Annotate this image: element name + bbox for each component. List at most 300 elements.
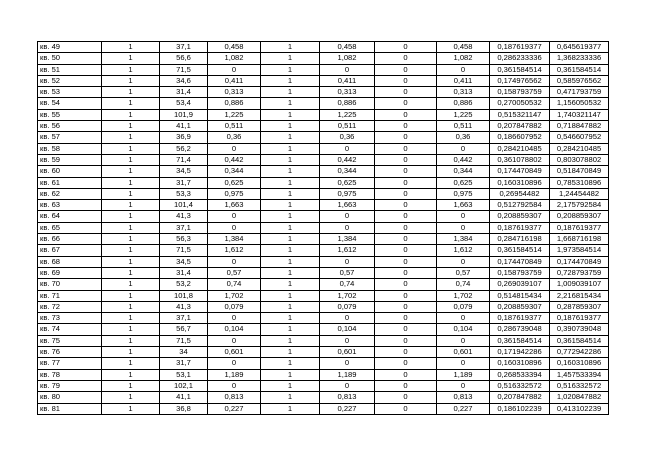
total-cell: 0,287859307 [550, 301, 609, 312]
value-d-cell: 0,160310896 [490, 358, 550, 369]
area-cell: 101,8 [160, 290, 208, 301]
value-a-cell: 0,511 [208, 121, 261, 132]
total-cell: 0,516332572 [550, 380, 609, 391]
table-row [38, 358, 609, 369]
zero-cell: 0 [375, 256, 437, 267]
value-a-cell: 0 [208, 256, 261, 267]
zero-cell: 0 [375, 358, 437, 369]
coef-cell: 1 [261, 369, 320, 380]
value-c-cell: 0 [437, 358, 490, 369]
apartment-cell: кв. 49 [38, 42, 102, 53]
area-cell: 71,5 [160, 245, 208, 256]
total-cell: 1,668716198 [550, 234, 609, 245]
value-b-cell: 1,384 [320, 234, 375, 245]
value-a-cell: 1,702 [208, 290, 261, 301]
coef-cell: 1 [261, 143, 320, 154]
value-c-cell: 1,082 [437, 53, 490, 64]
table-row [38, 154, 609, 165]
total-cell: 0,361584514 [550, 335, 609, 346]
value-a-cell: 0,313 [208, 87, 261, 98]
zero-cell: 0 [375, 98, 437, 109]
area-cell: 56,2 [160, 143, 208, 154]
zero-cell: 0 [375, 211, 437, 222]
value-d-cell: 0,207847882 [490, 121, 550, 132]
value-a-cell: 1,189 [208, 369, 261, 380]
value-a-cell: 0,344 [208, 166, 261, 177]
value-c-cell: 0,813 [437, 392, 490, 403]
count-cell: 1 [102, 132, 160, 143]
table-row [38, 188, 609, 199]
value-a-cell: 0,411 [208, 75, 261, 86]
value-c-cell: 1,663 [437, 200, 490, 211]
value-d-cell: 0,187619377 [490, 313, 550, 324]
zero-cell: 0 [375, 166, 437, 177]
apartment-cell: кв. 77 [38, 358, 102, 369]
table-row [38, 403, 609, 414]
count-cell: 1 [102, 324, 160, 335]
value-c-cell: 0 [437, 335, 490, 346]
value-a-cell: 0 [208, 335, 261, 346]
apartment-cell: кв. 55 [38, 109, 102, 120]
value-b-cell: 0,079 [320, 301, 375, 312]
value-d-cell: 0,26954482 [490, 188, 550, 199]
value-b-cell: 0,442 [320, 154, 375, 165]
apartment-cell: кв. 63 [38, 200, 102, 211]
value-c-cell: 0,411 [437, 75, 490, 86]
value-a-cell: 0,74 [208, 279, 261, 290]
table-row [38, 324, 609, 335]
value-c-cell: 0,227 [437, 403, 490, 414]
value-d-cell: 0,186607952 [490, 132, 550, 143]
value-d-cell: 0,186102239 [490, 403, 550, 414]
value-a-cell: 0 [208, 143, 261, 154]
table-row [38, 313, 609, 324]
area-cell: 37,1 [160, 42, 208, 53]
table-row [38, 245, 609, 256]
total-cell: 1,740321147 [550, 109, 609, 120]
count-cell: 1 [102, 403, 160, 414]
zero-cell: 0 [375, 121, 437, 132]
table-row [38, 222, 609, 233]
area-cell: 101,4 [160, 200, 208, 211]
table-row [38, 392, 609, 403]
zero-cell: 0 [375, 347, 437, 358]
value-d-cell: 0,284210485 [490, 143, 550, 154]
coef-cell: 1 [261, 109, 320, 120]
coef-cell: 1 [261, 347, 320, 358]
zero-cell: 0 [375, 267, 437, 278]
total-cell: 0,284210485 [550, 143, 609, 154]
value-a-cell: 0,975 [208, 188, 261, 199]
total-cell: 2,175792584 [550, 200, 609, 211]
zero-cell: 0 [375, 324, 437, 335]
count-cell: 1 [102, 166, 160, 177]
value-a-cell: 0 [208, 313, 261, 324]
zero-cell: 0 [375, 369, 437, 380]
value-c-cell: 0,442 [437, 154, 490, 165]
apartment-cell: кв. 71 [38, 290, 102, 301]
apartment-cell: кв. 51 [38, 64, 102, 75]
area-cell: 102,1 [160, 380, 208, 391]
apartment-cell: кв. 65 [38, 222, 102, 233]
value-d-cell: 0,158793759 [490, 87, 550, 98]
area-cell: 37,1 [160, 313, 208, 324]
value-a-cell: 0 [208, 211, 261, 222]
apartment-cell: кв. 62 [38, 188, 102, 199]
count-cell: 1 [102, 222, 160, 233]
coef-cell: 1 [261, 154, 320, 165]
count-cell: 1 [102, 200, 160, 211]
value-b-cell: 0 [320, 222, 375, 233]
total-cell: 1,020847882 [550, 392, 609, 403]
value-a-cell: 0,886 [208, 98, 261, 109]
value-b-cell: 1,612 [320, 245, 375, 256]
value-d-cell: 0,268533394 [490, 369, 550, 380]
count-cell: 1 [102, 301, 160, 312]
area-cell: 101,9 [160, 109, 208, 120]
value-c-cell: 0,625 [437, 177, 490, 188]
value-b-cell: 0,511 [320, 121, 375, 132]
value-b-cell: 0 [320, 313, 375, 324]
coef-cell: 1 [261, 380, 320, 391]
zero-cell: 0 [375, 143, 437, 154]
count-cell: 1 [102, 369, 160, 380]
apartment-cell: кв. 57 [38, 132, 102, 143]
area-cell: 41,3 [160, 211, 208, 222]
zero-cell: 0 [375, 64, 437, 75]
apartment-cell: кв. 53 [38, 87, 102, 98]
area-cell: 71,4 [160, 154, 208, 165]
value-b-cell: 0,601 [320, 347, 375, 358]
table-row [38, 132, 609, 143]
value-a-cell: 1,612 [208, 245, 261, 256]
value-d-cell: 0,208859307 [490, 211, 550, 222]
apartment-cell: кв. 70 [38, 279, 102, 290]
value-a-cell: 0,813 [208, 392, 261, 403]
total-cell: 0,208859307 [550, 211, 609, 222]
total-cell: 0,718847882 [550, 121, 609, 132]
count-cell: 1 [102, 245, 160, 256]
value-a-cell: 0,625 [208, 177, 261, 188]
apartment-cell: кв. 78 [38, 369, 102, 380]
apartment-cell: кв. 80 [38, 392, 102, 403]
total-cell: 1,24454482 [550, 188, 609, 199]
coef-cell: 1 [261, 301, 320, 312]
value-b-cell: 0,227 [320, 403, 375, 414]
value-a-cell: 0,458 [208, 42, 261, 53]
count-cell: 1 [102, 109, 160, 120]
total-cell: 0,187619377 [550, 313, 609, 324]
data-table [37, 41, 609, 415]
value-c-cell: 1,702 [437, 290, 490, 301]
area-cell: 31,7 [160, 177, 208, 188]
value-a-cell: 1,384 [208, 234, 261, 245]
value-b-cell: 0 [320, 358, 375, 369]
apartment-cell: кв. 56 [38, 121, 102, 132]
table-row [38, 200, 609, 211]
coef-cell: 1 [261, 188, 320, 199]
zero-cell: 0 [375, 177, 437, 188]
coef-cell: 1 [261, 42, 320, 53]
coef-cell: 1 [261, 358, 320, 369]
zero-cell: 0 [375, 380, 437, 391]
value-b-cell: 1,082 [320, 53, 375, 64]
total-cell: 2,216815434 [550, 290, 609, 301]
value-a-cell: 1,225 [208, 109, 261, 120]
value-b-cell: 0,813 [320, 392, 375, 403]
value-d-cell: 0,512792584 [490, 200, 550, 211]
value-b-cell: 0,344 [320, 166, 375, 177]
value-a-cell: 1,082 [208, 53, 261, 64]
apartment-cell: кв. 61 [38, 177, 102, 188]
area-cell: 53,3 [160, 188, 208, 199]
value-a-cell: 0,442 [208, 154, 261, 165]
zero-cell: 0 [375, 392, 437, 403]
value-d-cell: 0,207847882 [490, 392, 550, 403]
zero-cell: 0 [375, 245, 437, 256]
coef-cell: 1 [261, 324, 320, 335]
value-a-cell: 0,079 [208, 301, 261, 312]
count-cell: 1 [102, 279, 160, 290]
area-cell: 53,4 [160, 98, 208, 109]
area-cell: 34,5 [160, 166, 208, 177]
table-row [38, 301, 609, 312]
total-cell: 0,785310896 [550, 177, 609, 188]
zero-cell: 0 [375, 279, 437, 290]
apartment-cell: кв. 66 [38, 234, 102, 245]
value-a-cell: 0 [208, 380, 261, 391]
value-b-cell: 0,57 [320, 267, 375, 278]
value-a-cell: 0 [208, 64, 261, 75]
coef-cell: 1 [261, 87, 320, 98]
table-row [38, 290, 609, 301]
coef-cell: 1 [261, 75, 320, 86]
value-d-cell: 0,187619377 [490, 222, 550, 233]
value-b-cell: 0 [320, 335, 375, 346]
area-cell: 53,1 [160, 369, 208, 380]
coef-cell: 1 [261, 64, 320, 75]
value-c-cell: 0 [437, 64, 490, 75]
total-cell: 0,728793759 [550, 267, 609, 278]
value-b-cell: 0 [320, 211, 375, 222]
area-cell: 31,4 [160, 87, 208, 98]
coef-cell: 1 [261, 335, 320, 346]
zero-cell: 0 [375, 53, 437, 64]
zero-cell: 0 [375, 313, 437, 324]
count-cell: 1 [102, 392, 160, 403]
area-cell: 36,9 [160, 132, 208, 143]
area-cell: 37,1 [160, 222, 208, 233]
value-a-cell: 0,104 [208, 324, 261, 335]
table-row [38, 234, 609, 245]
apartment-cell: кв. 81 [38, 403, 102, 414]
count-cell: 1 [102, 42, 160, 53]
coef-cell: 1 [261, 98, 320, 109]
total-cell: 0,585976562 [550, 75, 609, 86]
value-a-cell: 0,57 [208, 267, 261, 278]
value-a-cell: 0,36 [208, 132, 261, 143]
coef-cell: 1 [261, 290, 320, 301]
coef-cell: 1 [261, 313, 320, 324]
value-d-cell: 0,174470849 [490, 166, 550, 177]
value-d-cell: 0,174976562 [490, 75, 550, 86]
area-cell: 31,7 [160, 358, 208, 369]
value-d-cell: 0,286739048 [490, 324, 550, 335]
value-c-cell: 0,57 [437, 267, 490, 278]
zero-cell: 0 [375, 222, 437, 233]
value-d-cell: 0,269039107 [490, 279, 550, 290]
count-cell: 1 [102, 358, 160, 369]
table-row [38, 347, 609, 358]
value-b-cell: 0 [320, 64, 375, 75]
coef-cell: 1 [261, 177, 320, 188]
table-row [38, 335, 609, 346]
apartment-cell: кв. 67 [38, 245, 102, 256]
count-cell: 1 [102, 234, 160, 245]
value-d-cell: 0,171942286 [490, 347, 550, 358]
coef-cell: 1 [261, 200, 320, 211]
value-d-cell: 0,270050532 [490, 98, 550, 109]
zero-cell: 0 [375, 335, 437, 346]
total-cell: 0,471793759 [550, 87, 609, 98]
area-cell: 36,8 [160, 403, 208, 414]
table-row [38, 256, 609, 267]
total-cell: 1,368233336 [550, 53, 609, 64]
value-d-cell: 0,158793759 [490, 267, 550, 278]
apartment-cell: кв. 50 [38, 53, 102, 64]
coef-cell: 1 [261, 222, 320, 233]
value-c-cell: 0,886 [437, 98, 490, 109]
area-cell: 31,4 [160, 267, 208, 278]
value-d-cell: 0,284716198 [490, 234, 550, 245]
zero-cell: 0 [375, 403, 437, 414]
table-row [38, 211, 609, 222]
table-row [38, 64, 609, 75]
area-cell: 56,7 [160, 324, 208, 335]
count-cell: 1 [102, 335, 160, 346]
zero-cell: 0 [375, 132, 437, 143]
total-cell: 0,174470849 [550, 256, 609, 267]
apartment-cell: кв. 58 [38, 143, 102, 154]
value-c-cell: 0,511 [437, 121, 490, 132]
value-a-cell: 0,601 [208, 347, 261, 358]
count-cell: 1 [102, 188, 160, 199]
value-a-cell: 1,663 [208, 200, 261, 211]
value-b-cell: 0 [320, 380, 375, 391]
area-cell: 41,1 [160, 392, 208, 403]
apartment-cell: кв. 75 [38, 335, 102, 346]
apartment-cell: кв. 60 [38, 166, 102, 177]
value-c-cell: 1,384 [437, 234, 490, 245]
value-c-cell: 0,313 [437, 87, 490, 98]
value-d-cell: 0,361584514 [490, 64, 550, 75]
value-a-cell: 0 [208, 358, 261, 369]
area-cell: 56,6 [160, 53, 208, 64]
value-c-cell: 0,601 [437, 347, 490, 358]
area-cell: 34 [160, 347, 208, 358]
total-cell: 1,009039107 [550, 279, 609, 290]
zero-cell: 0 [375, 188, 437, 199]
value-c-cell: 0,36 [437, 132, 490, 143]
value-b-cell: 0,313 [320, 87, 375, 98]
count-cell: 1 [102, 211, 160, 222]
zero-cell: 0 [375, 87, 437, 98]
value-c-cell: 0 [437, 211, 490, 222]
area-cell: 34,6 [160, 75, 208, 86]
table-row [38, 109, 609, 120]
coef-cell: 1 [261, 403, 320, 414]
table-row [38, 98, 609, 109]
apartment-cell: кв. 68 [38, 256, 102, 267]
apartment-cell: кв. 69 [38, 267, 102, 278]
value-c-cell: 0,104 [437, 324, 490, 335]
table-row [38, 87, 609, 98]
apartment-cell: кв. 52 [38, 75, 102, 86]
coef-cell: 1 [261, 279, 320, 290]
total-cell: 0,413102239 [550, 403, 609, 414]
apartment-cell: кв. 64 [38, 211, 102, 222]
table-row [38, 75, 609, 86]
coef-cell: 1 [261, 53, 320, 64]
total-cell: 0,772942286 [550, 347, 609, 358]
value-c-cell: 0,079 [437, 301, 490, 312]
value-b-cell: 1,702 [320, 290, 375, 301]
area-cell: 71,5 [160, 335, 208, 346]
count-cell: 1 [102, 64, 160, 75]
coef-cell: 1 [261, 166, 320, 177]
total-cell: 1,973584514 [550, 245, 609, 256]
coef-cell: 1 [261, 392, 320, 403]
count-cell: 1 [102, 98, 160, 109]
total-cell: 0,390739048 [550, 324, 609, 335]
value-a-cell: 0 [208, 222, 261, 233]
value-b-cell: 0,36 [320, 132, 375, 143]
value-d-cell: 0,174470849 [490, 256, 550, 267]
count-cell: 1 [102, 87, 160, 98]
count-cell: 1 [102, 313, 160, 324]
value-b-cell: 0,74 [320, 279, 375, 290]
total-cell: 0,361584514 [550, 64, 609, 75]
table-row [38, 267, 609, 278]
zero-cell: 0 [375, 109, 437, 120]
value-c-cell: 1,612 [437, 245, 490, 256]
coef-cell: 1 [261, 245, 320, 256]
count-cell: 1 [102, 143, 160, 154]
count-cell: 1 [102, 154, 160, 165]
table-row [38, 177, 609, 188]
table-row [38, 380, 609, 391]
apartment-cell: кв. 73 [38, 313, 102, 324]
value-d-cell: 0,361584514 [490, 335, 550, 346]
count-cell: 1 [102, 290, 160, 301]
total-cell: 1,156050532 [550, 98, 609, 109]
value-b-cell: 0,886 [320, 98, 375, 109]
value-d-cell: 0,516332572 [490, 380, 550, 391]
area-cell: 34,5 [160, 256, 208, 267]
zero-cell: 0 [375, 301, 437, 312]
value-b-cell: 0,411 [320, 75, 375, 86]
value-c-cell: 0 [437, 222, 490, 233]
count-cell: 1 [102, 121, 160, 132]
total-cell: 0,160310896 [550, 358, 609, 369]
table-row [38, 166, 609, 177]
value-d-cell: 0,361584514 [490, 245, 550, 256]
total-cell: 0,187619377 [550, 222, 609, 233]
apartment-cell: кв. 79 [38, 380, 102, 391]
total-cell: 0,518470849 [550, 166, 609, 177]
value-c-cell: 1,189 [437, 369, 490, 380]
value-c-cell: 0,344 [437, 166, 490, 177]
